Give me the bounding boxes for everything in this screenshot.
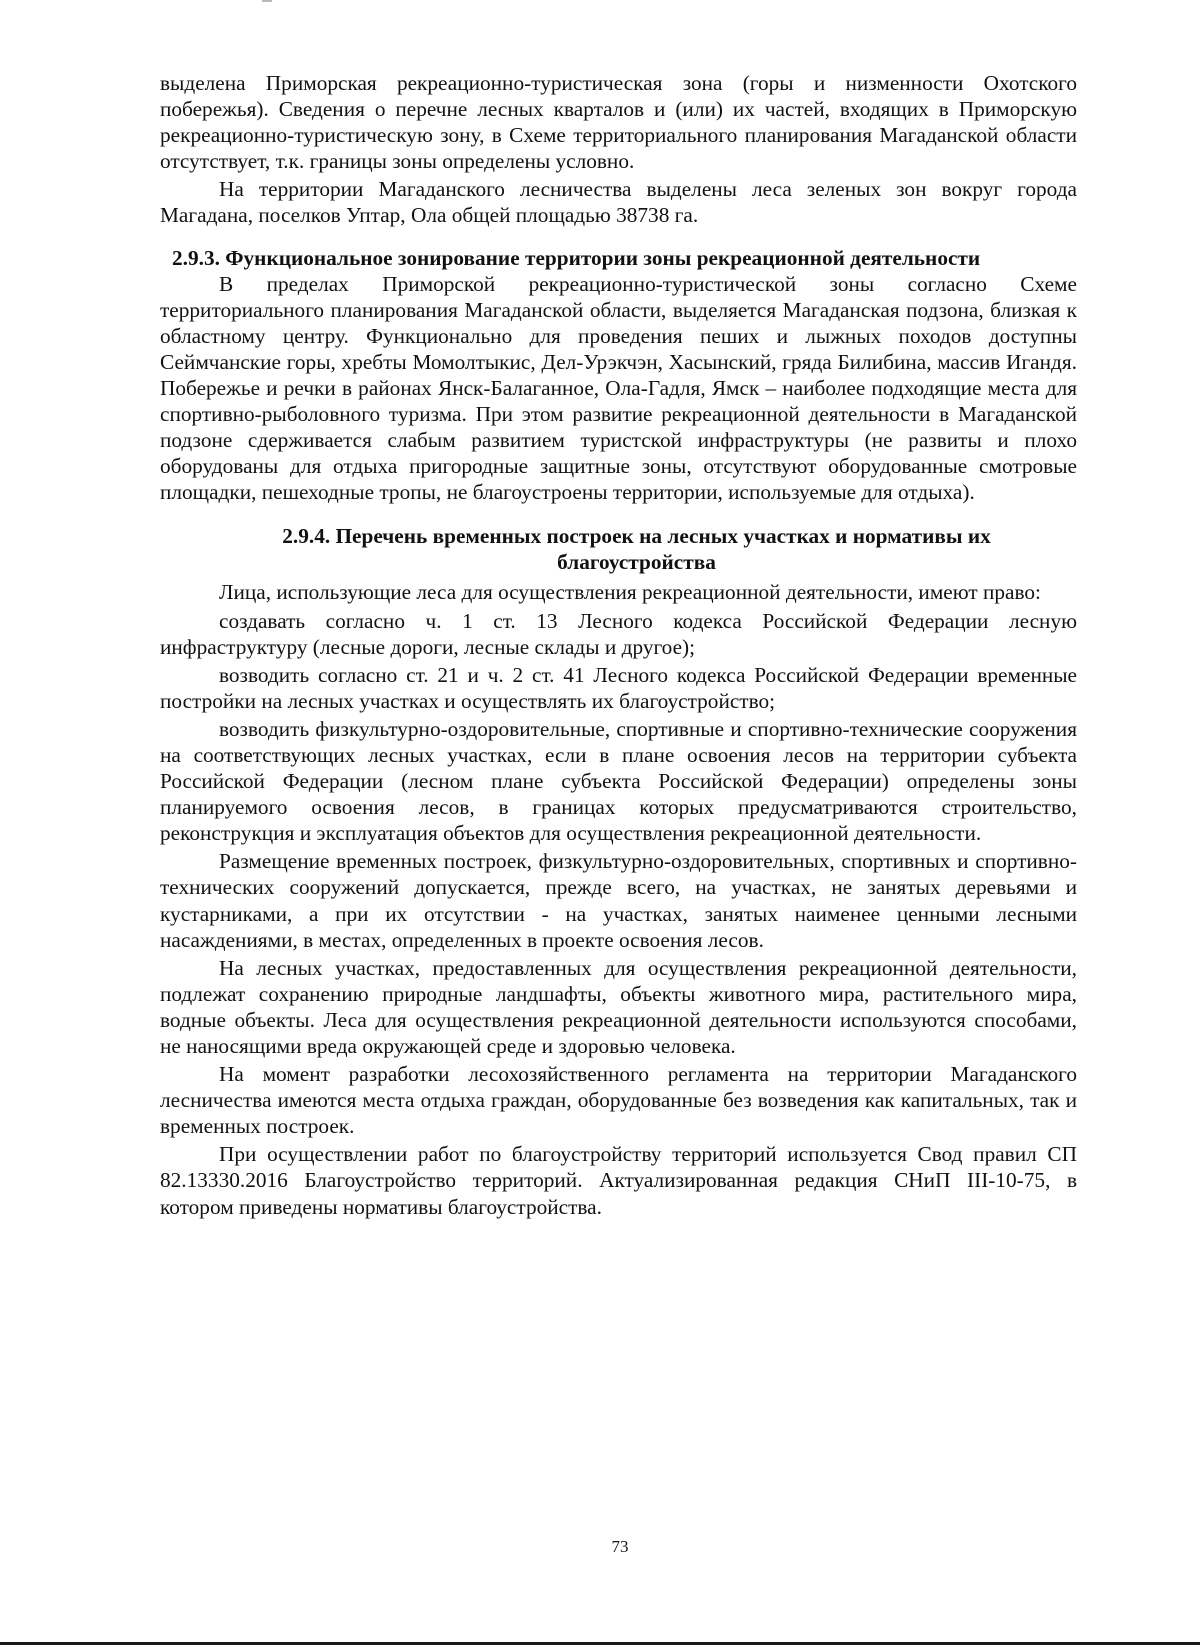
bottom-scan-border [0,1642,1200,1645]
paragraph-right-sports-facilities: возводить физкультурно-оздоровительные, спортивные и спортивно-технические сооружения на соответствующих лесных участках, если в плане освоения лесов на территории субъекта Российской Федерации (лесном плане субъекта Российской Федерации) определены зоны планируемого освоения лесов, в границах которых предусматриваются строительство, реконструкция и эксплуатация объектов для осуществления рекреационной деятельности. [160,716,1077,846]
paragraph-landscape-preservation: На лесных участках, предоставленных для осуществления рекреационной деятельности, подлежат сохранению природные ландшафты, объекты животного мира, растительного мира, водные объекты. Леса для осуществления рекреационной деятельности используются способами, не наносящими вреда окружающей среде и здоровью человека. [160,955,1077,1058]
paragraph-placement-rules: Размещение временных построек, физкультурно-оздоровительных, спортивных и спортивно-технических сооружений допускается, прежде всего, на участках, не занятых деревьями и кустарниками, а при их отсутствии - на участках, занятых наименее ценными лесными насаждениями, в местах, определенных в проекте освоения лесов. [160,849,1077,952]
paragraph-functional-zoning: В пределах Приморской рекреационно-туристической зоны согласно Схеме территориального планирования Магаданской области, выделяется Магаданская подзона, близкая к областному центру. Функционально для проведения пеших и лыжных походов доступны Сеймчанские горы, хребты Момолтыкис, Дел-Урэкчэн, Хасынский, гряда Билибина, массив Игандя. Побережье и речки в районах Янск-Балаганное, Ола-Гадля, Ямск – наиболее подходящие места для спортивно-рыболовного туризма. При этом развитие рекреационной деятельности в Магаданской подзоне сдерживается слабым развитием туристской инфраструктуры (не развиты и плохо оборудованы для отдыха пригородные защитные зоны, отсутствуют оборудованные смотровые площадки, пешеходные тропы, не благоустроены территории, используемые для отдыха). [160,271,1077,505]
paragraph-rights-intro: Лица, использующие леса для осуществления рекреационной деятельности, имеют право: [219,580,1041,605]
paragraph-green-zones: На территории Магаданского лесничества выделены леса зеленых зон вокруг города Магадана, поселков Уптар, Ола общей площадью 38738 га. [160,177,1077,228]
page-number: 73 [611,1537,629,1556]
paragraph-right-temporary-buildings: возводить согласно ст. 21 и ч. 2 ст. 41 Лесного кодекса Российской Федерации временные постройки на лесных участках и осуществлять их благоустройство; [160,662,1077,713]
paragraph-intro-continuation: выделена Приморская рекреационно-туристическая зона (горы и низменности Охотского побережья). Сведения о перечне лесных кварталов и (или) их частей, входящих в Приморскую рекреационно-туристическую зону, в Схеме территориального планирования Магаданской области отсутствует, т.к. границы зоны определены условно. [160,71,1077,174]
scan-artifact [262,0,272,2]
heading-line-1: 2.9.4. Перечень временных построек на лесных участках и нормативы их [282,524,991,549]
paragraph-building-code: При осуществлении работ по благоустройству территорий используется Свод правил СП 82.13330.2016 Благоустройство территорий. Актуализированная редакция СНиП III-10-75, в котором приведены нормативы благоустройства. [160,1142,1077,1219]
heading-section-2-9-3: 2.9.3. Функциональное зонирование территории зоны рекреационной деятельности [172,245,981,270]
heading-section-2-9-4 [160,523,1077,575]
paragraph-rest-places: На момент разработки лесохозяйственного регламента на территории Магаданского лесничества имеются места отдыха граждан, оборудованные без возведения как капитальных, так и временных построек. [160,1062,1077,1139]
page-body [160,70,1077,1220]
paragraph-right-infrastructure: создавать согласно ч. 1 ст. 13 Лесного кодекса Российской Федерации лесную инфраструктуру (лесные дороги, лесные склады и другое); [160,608,1077,659]
heading-line-2: благоустройства [557,550,716,575]
